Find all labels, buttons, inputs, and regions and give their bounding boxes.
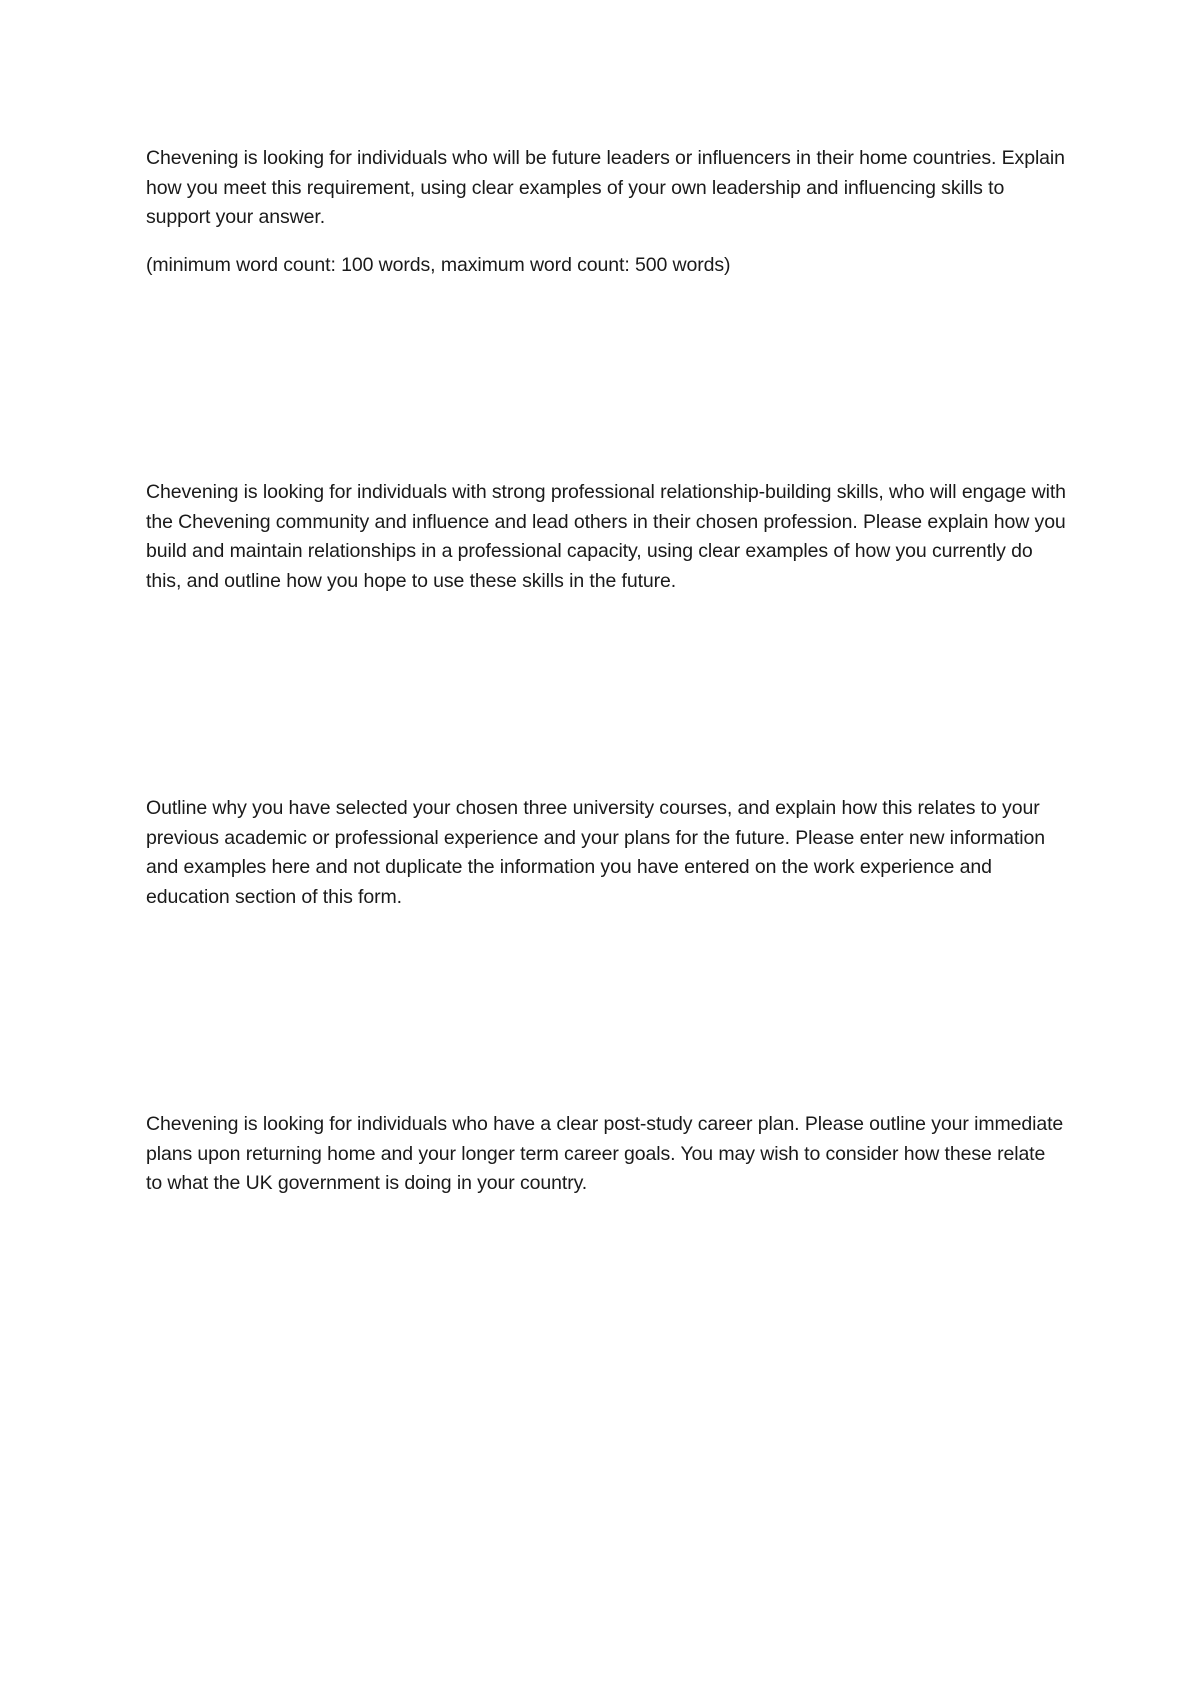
question-career-plan: Chevening is looking for individuals who have a clear post-study career plan. Please outline your immediate plans upon returning home and your longer term career goals. You may wish to consider how these relate to what the UK government is doing in your country.: [146, 1113, 1064, 1194]
word-count-note: (minimum word count: 100 words, maximum word count: 500 words): [146, 254, 731, 276]
question-courses: Outline why you have selected your chosen three university courses, and explain how this relates to your previous academic or professional experience and your plans for the future. Please enter new information and examples here and not duplicate the information you have entered on the work experience and education section of this form.: [146, 797, 1046, 908]
question-networking: Chevening is looking for individuals with strong professional relationship-building skills, who will engage with the Chevening community and influence and lead others in their chosen profession. Please explain how you build and maintain relationships in a professional capacity, using clear examples of how you currently do this, and outline how you hope to use these skills in the future.: [146, 481, 1066, 592]
question-leadership: Chevening is looking for individuals who will be future leaders or influencers in their home countries. Explain how you meet this requirement, using clear examples of your own leadership and influencing skills to support your answer.: [146, 147, 1065, 228]
